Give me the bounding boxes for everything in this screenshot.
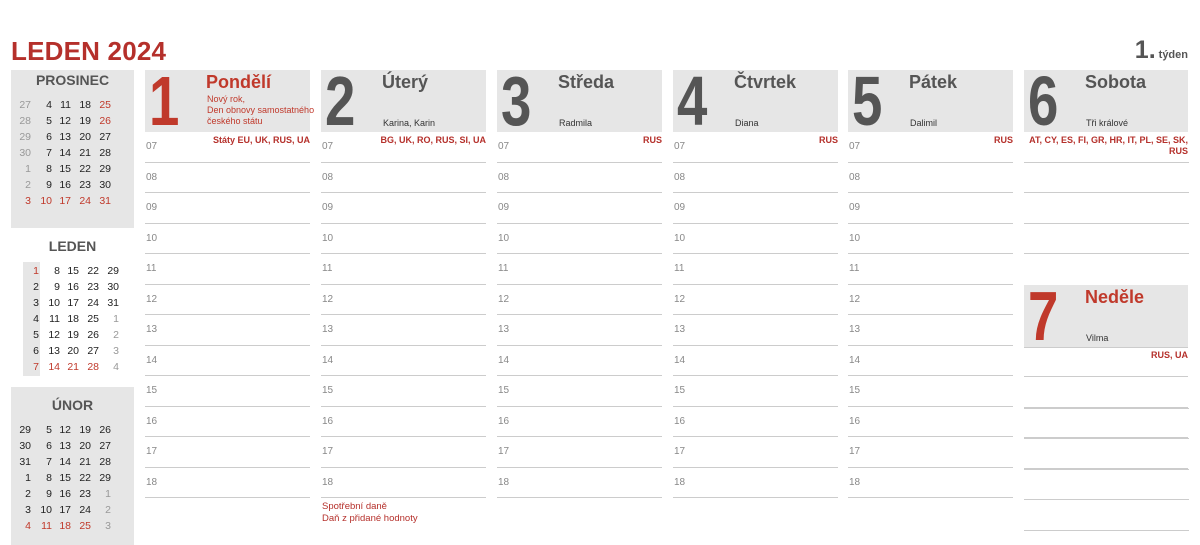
mini-calendar-day: 22 xyxy=(79,163,91,175)
hour-slot[interactable] xyxy=(848,132,1013,163)
hour-slot[interactable] xyxy=(145,193,310,224)
mini-calendar-day: 7 xyxy=(33,361,39,373)
day-number: 5 xyxy=(852,62,883,140)
mini-calendar-day: 8 xyxy=(54,265,60,277)
mini-calendar-day: 28 xyxy=(99,456,111,468)
mini-calendar-day: 6 xyxy=(46,131,52,143)
hour-slot[interactable] xyxy=(497,163,662,194)
hour-slot[interactable] xyxy=(321,437,486,468)
hour-slot[interactable] xyxy=(848,315,1013,346)
hour-label: 17 xyxy=(674,446,686,457)
day-column-sunday xyxy=(1024,277,1188,361)
mini-calendar-title: ÚNOR xyxy=(51,397,94,413)
hour-label: 13 xyxy=(674,324,686,335)
mini-calendar-day: 11 xyxy=(41,520,52,532)
mini-calendar-day: 13 xyxy=(48,345,60,357)
hour-slot[interactable] xyxy=(1024,193,1189,224)
hour-slot[interactable] xyxy=(321,346,486,377)
mini-calendar-day: 6 xyxy=(46,440,52,452)
day-number: 7 xyxy=(1028,277,1059,355)
mini-calendar-day: 9 xyxy=(54,281,60,293)
hour-slot[interactable] xyxy=(497,407,662,438)
mini-calendar-day: 16 xyxy=(67,281,79,293)
mini-calendar-day: 29 xyxy=(99,163,111,175)
mini-calendar-day: 27 xyxy=(99,131,111,143)
mini-calendar-day: 23 xyxy=(79,179,91,191)
hour-label: 09 xyxy=(849,202,861,213)
day-name: Sobota xyxy=(1085,72,1146,92)
mini-calendar-day: 21 xyxy=(67,361,79,373)
hour-slot[interactable] xyxy=(673,193,838,224)
day-name: Pondělí xyxy=(206,72,272,92)
hour-slot[interactable] xyxy=(1024,470,1189,501)
hour-slot[interactable] xyxy=(321,285,486,316)
hour-label: 17 xyxy=(322,446,334,457)
hour-label: 18 xyxy=(674,476,686,488)
hour-label: 16 xyxy=(146,415,158,427)
mini-calendar-day: 27 xyxy=(19,99,31,111)
mini-calendar-day: 29 xyxy=(107,265,119,277)
hour-slots xyxy=(497,132,662,498)
country-holidays: RUS xyxy=(818,135,838,145)
hour-slots xyxy=(673,132,838,498)
holiday-line: českého státu xyxy=(207,116,263,126)
hour-slots xyxy=(145,132,310,498)
day-column-1 xyxy=(145,62,315,506)
hour-slot[interactable] xyxy=(497,224,662,255)
hour-slot[interactable] xyxy=(497,132,662,163)
mini-calendar-day: 29 xyxy=(19,131,31,143)
mini-calendar-day: 5 xyxy=(46,424,52,436)
mini-calendar-day: 25 xyxy=(79,520,91,532)
hour-label: 14 xyxy=(674,354,686,366)
mini-calendar-day: 30 xyxy=(107,281,119,293)
mini-calendar-day: 3 xyxy=(105,520,111,532)
hour-label: 07 xyxy=(322,141,334,152)
mini-calendar-day: 24 xyxy=(79,504,91,516)
hour-label: 18 xyxy=(146,476,158,488)
hour-label: 10 xyxy=(322,232,334,244)
hour-label: 07 xyxy=(498,141,510,152)
hour-slot[interactable] xyxy=(497,346,662,377)
tax-note-line: Daň z přidané hodnoty xyxy=(322,513,418,524)
mini-calendar-day: 19 xyxy=(79,115,91,127)
mini-calendar-day: 30 xyxy=(19,440,31,452)
hour-label: 09 xyxy=(674,202,686,213)
hour-label: 12 xyxy=(498,293,510,305)
day-column-3 xyxy=(497,62,662,506)
mini-calendar-day: 18 xyxy=(59,520,71,532)
mini-calendar-day: 29 xyxy=(99,472,111,484)
mini-calendar-day: 14 xyxy=(48,361,60,373)
day-column-4 xyxy=(673,62,838,506)
hour-label: 08 xyxy=(146,171,158,183)
hour-label: 09 xyxy=(146,202,158,213)
mini-calendar-day: 12 xyxy=(59,115,71,127)
hour-slot[interactable] xyxy=(848,468,1013,499)
hour-label: 11 xyxy=(849,263,860,274)
day-name: Úterý xyxy=(382,72,429,92)
hour-label: 16 xyxy=(322,415,334,427)
mini-calendar-day: 10 xyxy=(40,195,52,207)
hour-slot[interactable] xyxy=(673,163,838,194)
hour-label: 10 xyxy=(849,232,861,244)
mini-calendar-day: 3 xyxy=(25,504,31,516)
hour-slot[interactable] xyxy=(321,468,486,499)
page-title: LEDEN 2024 xyxy=(11,36,167,66)
hour-slots xyxy=(1024,347,1188,469)
mini-calendar-day: 10 xyxy=(40,504,52,516)
mini-calendar-day: 20 xyxy=(79,131,91,143)
hour-slot[interactable] xyxy=(848,224,1013,255)
hour-slot[interactable] xyxy=(497,254,662,285)
mini-calendar-day: 2 xyxy=(113,329,119,341)
hour-slot[interactable] xyxy=(321,407,486,438)
mini-calendar-day: 23 xyxy=(79,488,91,500)
hour-slot[interactable] xyxy=(321,315,486,346)
hour-slot[interactable] xyxy=(673,315,838,346)
mini-calendar-day: 21 xyxy=(79,147,91,159)
country-holidays: RUS xyxy=(993,135,1013,145)
hour-slot[interactable] xyxy=(497,468,662,499)
hour-slot[interactable] xyxy=(1024,224,1189,255)
hour-label: 11 xyxy=(674,263,685,274)
hour-label: 10 xyxy=(674,232,686,244)
hour-label: 12 xyxy=(322,293,334,305)
mini-calendar-title: PROSINEC xyxy=(35,72,110,88)
hour-slot[interactable] xyxy=(321,254,486,285)
day-number: 3 xyxy=(501,62,532,140)
mini-calendar-day: 1 xyxy=(25,472,31,484)
mini-calendar-day: 9 xyxy=(46,488,52,500)
mini-calendar-day: 7 xyxy=(46,147,52,159)
hour-label: 14 xyxy=(498,354,510,366)
hour-slot[interactable] xyxy=(673,407,838,438)
mini-calendar-day: 28 xyxy=(87,361,99,373)
hour-label: 16 xyxy=(674,415,686,427)
hour-slot[interactable] xyxy=(497,285,662,316)
mini-calendar-day: 27 xyxy=(87,345,99,357)
mini-calendar-day: 10 xyxy=(48,297,60,309)
hour-slot[interactable] xyxy=(848,376,1013,407)
hour-label: 11 xyxy=(146,263,157,274)
hour-label: 15 xyxy=(849,385,861,396)
week-indicator xyxy=(1135,36,1188,65)
mini-calendar-day: 31 xyxy=(19,456,31,468)
mini-calendar-day: 27 xyxy=(99,440,111,452)
hour-slot[interactable] xyxy=(848,254,1013,285)
hour-label: 12 xyxy=(849,293,861,305)
day-column-2 xyxy=(321,62,486,524)
hour-label: 09 xyxy=(322,202,334,213)
mini-calendar-day: 26 xyxy=(99,115,111,127)
hour-slot[interactable] xyxy=(673,254,838,285)
hour-slot[interactable] xyxy=(321,163,486,194)
country-holidays: AT, CY, ES, FI, GR, HR, IT, PL, SE, SK, RUS xyxy=(1029,135,1188,156)
country-holidays: Státy EU, UK, RUS, UA xyxy=(212,135,310,145)
mini-calendar-day: 1 xyxy=(113,313,119,325)
hour-slot[interactable] xyxy=(848,193,1013,224)
mini-calendar-grid xyxy=(11,98,134,210)
hour-label: 14 xyxy=(322,354,334,366)
mini-calendar-day: 24 xyxy=(79,195,91,207)
day-name: Neděle xyxy=(1085,287,1145,307)
day-header xyxy=(1024,62,1188,140)
hour-label: 11 xyxy=(322,263,333,274)
hour-slot[interactable] xyxy=(673,346,838,377)
hour-label: 08 xyxy=(322,171,334,183)
hour-label: 11 xyxy=(498,263,509,274)
name-day: Tři králové xyxy=(1086,118,1129,128)
mini-calendar-day: 6 xyxy=(33,345,39,357)
mini-calendar-day: 28 xyxy=(99,147,111,159)
mini-calendar-day: 7 xyxy=(46,456,52,468)
hour-label: 17 xyxy=(498,446,510,457)
hour-slot[interactable] xyxy=(145,163,310,194)
mini-calendar-day: 22 xyxy=(87,265,99,277)
hour-label: 15 xyxy=(322,385,334,396)
week-label: týden xyxy=(1158,49,1188,61)
hour-slot[interactable] xyxy=(497,193,662,224)
day-name: Pátek xyxy=(909,72,958,92)
hour-label: 17 xyxy=(146,446,158,457)
hour-slot[interactable] xyxy=(145,468,310,499)
hour-slot[interactable] xyxy=(145,285,310,316)
hour-slot[interactable] xyxy=(673,285,838,316)
mini-calendar-day: 30 xyxy=(19,147,31,159)
mini-calendar-day: 1 xyxy=(23,264,39,278)
mini-calendar-day: 24 xyxy=(87,297,99,309)
mini-calendar-leden xyxy=(11,229,134,379)
holiday-line: Nový rok, xyxy=(207,94,246,104)
week-number: 1. xyxy=(1134,36,1156,64)
hour-label: 07 xyxy=(849,141,861,152)
mini-calendar-day: 4 xyxy=(33,313,39,325)
day-name: Čtvrtek xyxy=(734,72,797,92)
mini-calendar-day: 5 xyxy=(33,329,39,341)
mini-calendar-day: 4 xyxy=(46,99,52,111)
hour-label: 12 xyxy=(674,293,686,305)
mini-calendar-day: 29 xyxy=(19,424,31,436)
hour-slot[interactable] xyxy=(848,407,1013,438)
hour-slot[interactable] xyxy=(321,224,486,255)
mini-calendar-day: 3 xyxy=(113,345,119,357)
mini-calendar-day: 13 xyxy=(59,131,71,143)
mini-calendar-day: 17 xyxy=(59,504,71,516)
day-column-5 xyxy=(848,62,1013,506)
mini-calendar-day: 2 xyxy=(33,281,39,293)
mini-calendar-day: 1 xyxy=(105,488,111,500)
day-number: 1 xyxy=(149,62,180,140)
hour-slot[interactable] xyxy=(1024,377,1188,408)
hour-slot[interactable] xyxy=(497,315,662,346)
hour-label: 13 xyxy=(849,324,861,335)
mini-calendar-day: 17 xyxy=(67,297,79,309)
holiday-label xyxy=(207,94,314,127)
hour-label: 08 xyxy=(498,171,510,183)
hour-slot[interactable] xyxy=(497,437,662,468)
hour-label: 17 xyxy=(849,446,861,457)
hour-slots xyxy=(848,132,1013,498)
hour-slots xyxy=(321,132,486,498)
country-holidays: BG, UK, RO, RUS, SI, UA xyxy=(380,135,486,145)
mini-calendar-day: 9 xyxy=(46,179,52,191)
mini-calendar-day: 18 xyxy=(67,313,79,325)
mini-calendar-day: 5 xyxy=(46,115,52,127)
hour-slot[interactable] xyxy=(1024,408,1188,439)
mini-calendar-day: 23 xyxy=(87,281,99,293)
holiday-line: Den obnovy samostatného xyxy=(207,105,315,115)
name-day: Diana xyxy=(735,118,759,128)
mini-calendar-prosinec xyxy=(11,70,134,228)
hour-slot[interactable] xyxy=(1024,438,1188,469)
mini-calendar-grid xyxy=(11,264,134,376)
mini-calendar-day: 30 xyxy=(99,179,111,191)
hour-label: 09 xyxy=(498,202,510,213)
hour-slot[interactable] xyxy=(145,376,310,407)
day-number: 4 xyxy=(677,62,708,140)
hour-label: 13 xyxy=(146,324,158,335)
hour-label: 08 xyxy=(849,171,861,183)
mini-calendar-grid xyxy=(11,423,134,535)
hour-label: 18 xyxy=(322,476,334,488)
hour-label: 14 xyxy=(146,354,158,366)
hour-label: 10 xyxy=(146,232,158,244)
mini-calendar-day: 14 xyxy=(59,456,71,468)
mini-calendar-day: 14 xyxy=(59,147,71,159)
hour-slot[interactable] xyxy=(1024,163,1189,194)
mini-calendar-day: 1 xyxy=(25,163,31,175)
mini-calendar-day: 17 xyxy=(59,195,71,207)
mini-calendar-day: 25 xyxy=(99,99,111,111)
hour-label: 15 xyxy=(146,385,158,396)
hour-label: 07 xyxy=(674,141,686,152)
hour-label: 16 xyxy=(498,415,510,427)
mini-calendar-day: 2 xyxy=(25,488,31,500)
country-holidays: RUS, UA xyxy=(1150,350,1188,360)
hour-slot[interactable] xyxy=(145,437,310,468)
hour-label: 16 xyxy=(849,415,861,427)
mini-calendar-day: 28 xyxy=(19,115,31,127)
mini-calendar-day: 21 xyxy=(79,456,91,468)
hour-label: 07 xyxy=(146,141,158,152)
hour-label: 18 xyxy=(498,476,510,488)
mini-calendar-unor xyxy=(11,387,134,545)
name-day: Radmila xyxy=(559,118,593,128)
mini-calendar-day: 15 xyxy=(67,265,79,277)
mini-calendar-day: 3 xyxy=(33,297,39,309)
mini-calendar-day: 25 xyxy=(87,313,99,325)
hour-slot[interactable] xyxy=(321,193,486,224)
hour-label: 15 xyxy=(674,385,686,396)
day-number: 6 xyxy=(1028,62,1059,140)
mini-calendar-title: LEDEN xyxy=(48,238,97,254)
mini-calendar-day: 22 xyxy=(79,472,91,484)
mini-calendar-day: 20 xyxy=(79,440,91,452)
mini-calendar-day: 15 xyxy=(59,472,71,484)
hour-label: 13 xyxy=(498,324,510,335)
hour-label: 15 xyxy=(498,385,510,396)
hour-label: 12 xyxy=(146,293,158,305)
hour-label: 18 xyxy=(849,476,861,488)
mini-calendar-day: 31 xyxy=(99,195,111,207)
mini-calendar-day: 16 xyxy=(59,179,71,191)
mini-calendar-day: 19 xyxy=(67,329,79,341)
hour-slot[interactable] xyxy=(321,376,486,407)
hour-slot[interactable] xyxy=(145,346,310,377)
hour-label: 10 xyxy=(498,232,510,244)
mini-calendar-day: 19 xyxy=(79,424,91,436)
mini-calendar-day: 18 xyxy=(79,99,91,111)
mini-calendar-day: 15 xyxy=(59,163,71,175)
mini-calendar-day: 8 xyxy=(46,472,52,484)
hour-slot[interactable] xyxy=(1024,500,1189,531)
hour-slot[interactable] xyxy=(673,468,838,499)
tax-note xyxy=(322,501,418,525)
mini-calendar-day: 8 xyxy=(46,163,52,175)
hour-slot[interactable] xyxy=(673,437,838,468)
tax-note-line: Spotřební daně xyxy=(322,501,387,512)
hour-label: 08 xyxy=(674,171,686,183)
hour-slot[interactable] xyxy=(145,224,310,255)
hour-slot[interactable] xyxy=(145,315,310,346)
name-day: Karina, Karin xyxy=(383,118,436,128)
mini-calendar-day: 12 xyxy=(59,424,71,436)
country-holidays: RUS xyxy=(642,135,662,145)
mini-calendar-day: 16 xyxy=(59,488,71,500)
mini-calendar-day: 11 xyxy=(49,313,60,325)
hour-label: 13 xyxy=(322,324,334,335)
mini-calendar-day: 31 xyxy=(107,297,119,309)
hour-slot[interactable] xyxy=(848,163,1013,194)
mini-calendar-day: 26 xyxy=(99,424,111,436)
hour-slot[interactable] xyxy=(673,224,838,255)
day-number: 2 xyxy=(325,62,356,140)
mini-calendar-day: 2 xyxy=(25,179,31,191)
name-day: Dalimil xyxy=(910,118,937,128)
day-name: Středa xyxy=(558,72,615,92)
mini-calendar-day: 12 xyxy=(48,329,60,341)
hour-slot[interactable] xyxy=(848,346,1013,377)
hour-slot[interactable] xyxy=(673,132,838,163)
mini-calendar-day: 26 xyxy=(87,329,99,341)
hour-label: 14 xyxy=(849,354,861,366)
hour-slot[interactable] xyxy=(497,376,662,407)
mini-calendar-day: 11 xyxy=(60,99,71,111)
mini-calendar-day: 4 xyxy=(113,361,119,373)
name-day: Vilma xyxy=(1086,333,1109,343)
hour-slot[interactable] xyxy=(848,437,1013,468)
hour-slot[interactable] xyxy=(145,254,310,285)
mini-calendar-day: 2 xyxy=(105,504,111,516)
hour-slot[interactable] xyxy=(145,407,310,438)
hour-slot[interactable] xyxy=(848,285,1013,316)
mini-calendar-day: 20 xyxy=(67,345,79,357)
mini-calendar-day: 3 xyxy=(25,195,31,207)
hour-slot[interactable] xyxy=(673,376,838,407)
hour-slot[interactable] xyxy=(1024,348,1188,377)
mini-calendar-day: 13 xyxy=(59,440,71,452)
mini-calendar-day: 4 xyxy=(25,520,31,532)
